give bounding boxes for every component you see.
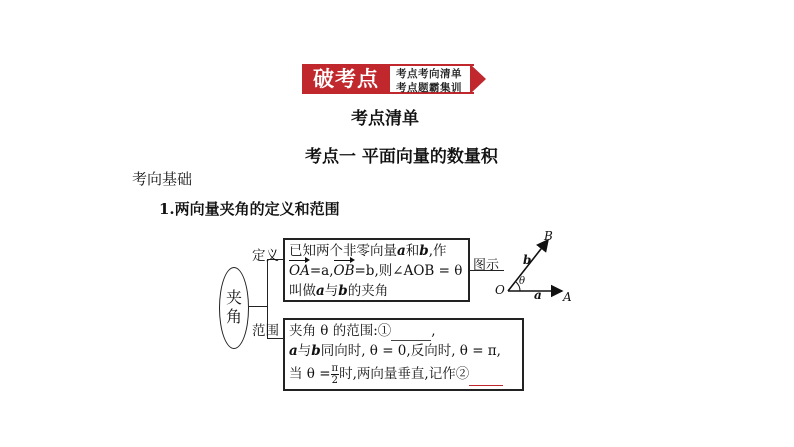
vector-b-label: b: [523, 253, 532, 267]
definition-line-3: 叫做a与b的夹角: [289, 283, 389, 299]
blank-1[interactable]: [391, 326, 431, 341]
category-label: 考向基础: [132, 170, 193, 188]
banner-line-1: 考点考向清单: [396, 68, 462, 80]
angle-label: θ: [519, 276, 526, 287]
subsection-title: 考点一 平面向量的数量积: [305, 147, 498, 167]
range-line-1: 夹角 θ 的范围:① ,: [289, 323, 436, 339]
definition-line-1: 已知两个非零向量a和b,作: [289, 243, 447, 259]
point-o: O: [495, 283, 505, 297]
definition-line-2: OA=a,OB=b,则∠AOB = θ: [289, 263, 463, 279]
banner-arrow-icon: [470, 64, 486, 94]
item-title: 1.两向量夹角的定义和范围: [159, 200, 340, 218]
diagram-label: 图示: [473, 258, 500, 273]
blank-2[interactable]: [469, 371, 503, 386]
banner-line-2: 考点题霸集训: [396, 82, 462, 94]
vector-a-label: a: [534, 288, 542, 302]
root-label-char-2: 角: [226, 307, 243, 326]
point-a: A: [563, 290, 572, 304]
fraction-pi-over-2: $\frac{\pi}{2}$: [331, 363, 339, 386]
root-label-char-1: 夹: [226, 288, 243, 307]
banner-label: 破考点: [302, 64, 390, 94]
vector-ob: OB: [333, 263, 355, 279]
range-line-2: a与b同向时, θ = 0,反向时, θ = π,: [289, 343, 501, 359]
definition-label: 定义: [252, 248, 279, 264]
vector-oa: OA: [289, 263, 310, 279]
point-b: B: [544, 229, 553, 243]
range-line-3: 当 θ = $\frac{\pi}{2}$ 时,两向量垂直,记作②: [289, 363, 503, 386]
section-title: 考点清单: [351, 109, 419, 129]
range-label: 范围: [252, 323, 279, 339]
connector-root: [249, 306, 267, 307]
